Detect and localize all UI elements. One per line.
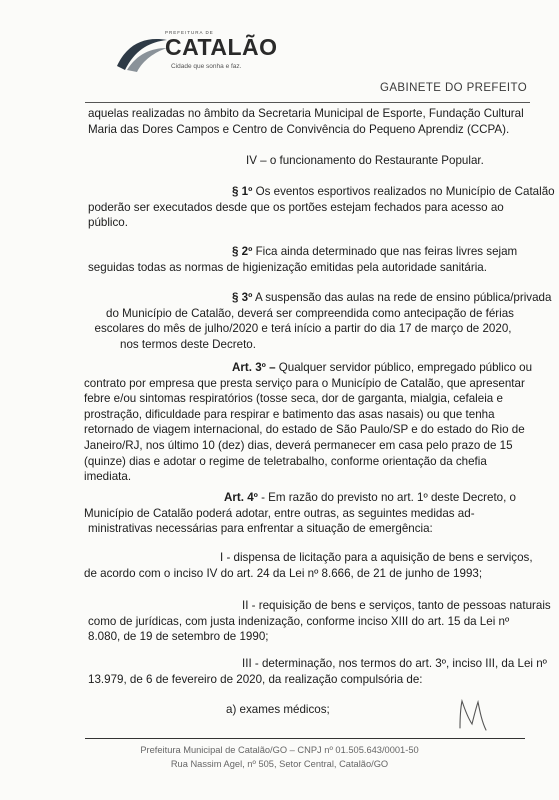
footer-divider [85,738,525,739]
text-line: retornado de viagem internacional, do estado de São Paulo/SP e do estado do Rio de [84,423,525,437]
item-iii [84,656,547,687]
text-line [88,244,517,260]
text-line: poderão ser executados desde que os portões estejam fechados para acesso ao [88,200,504,214]
text-line: III - determinação, nos termos do art. 3º, inciso III, da Lei nº [242,657,547,670]
text-line: contrato por empresa que presta serviço para o Município de Catalão, que apresentar [84,376,525,390]
paragraph-section-3 [88,290,552,352]
header-divider [85,102,530,103]
article-mark: Art. 3º – [232,361,276,374]
paragraph-article-3 [84,360,532,485]
item-a [226,702,330,718]
text-line: 8.080, de 19 de setembro de 1990; [88,630,269,644]
footer-line-1: Prefeitura Municipal de Catalão/GO – CNPJ nº 01.505.643/0001-50 [140,745,419,755]
text-line: imediata. [84,470,132,484]
paragraph-section-1 [88,184,555,231]
text-line: a) exames médicos; [226,703,330,716]
text-line: nos termos deste Decreto. [120,337,256,351]
text-line: prostração, dificuldade para respirar e batimento das asas nasais) ou que tenha [84,407,495,421]
text-line [88,184,555,200]
text-line: de acordo com o inciso IV do art. 24 da Lei nº 8.666, de 21 de junho de 1993; [84,566,483,580]
text-line: 13.979, de 6 de fevereiro de 2020, da realização compulsória de: [88,672,423,686]
text-span: Os eventos esportivos realizados no Município de Catalão [252,185,555,198]
text-line [88,290,552,306]
text-line: (quinze) dias e adotar o regime de teletrabalho, conforme orientação da chefia [84,454,487,468]
text-span: Qualquer servidor público, empregado público ou [275,361,533,374]
item-iv [246,153,484,169]
section-mark: § 2º [232,245,253,258]
logo-subtitle: PREFEITURA DE [165,30,214,35]
text-line: ministrativas necessárias para enfrentar a situação de emergência: [88,522,433,536]
text-span: - Em razão do previsto no art. 1º deste Decreto, o [257,491,517,504]
text-line: febre e/ou sintomas respiratórios (tosse seca, dor de garganta, mialgia, cefaleia e [84,392,503,406]
text-line: aquelas realizadas no âmbito da Secretaria Municipal de Esporte, Fundação Cultural [88,107,524,120]
section-mark: § 3º [232,291,253,304]
text-line: Município de Catalão poderá adotar, entre outras, as seguintes medidas ad- [84,506,475,520]
signature-initials-icon [454,698,494,734]
text-line: do Município de Catalão, deverá ser compreendida como antecipação de férias [106,306,514,320]
logo-swoosh-icon [113,30,169,74]
item-ii [84,598,551,645]
text-line [84,360,532,376]
footer-line-2: Rua Nassim Agel, nº 505, Setor Central, Catalão/GO [170,759,389,769]
text-line: Janeiro/RJ, nos último 10 (dez) dias, deverá permanecer em casa pelo prazo de 15 [84,438,513,452]
paragraph-article-4 [84,490,516,537]
text-line: Maria das Dores Campos e Centro de Convivência do Pequeno Aprendiz (CCPA). [88,122,510,136]
section-mark: § 1º [232,185,253,198]
text-line: escolares do mês de julho/2020 e terá início a partir do dia 17 de março de 2020, [94,322,512,336]
text-line [84,490,516,506]
item-i [84,550,533,581]
office-title: GABINETE DO PREFEITO [380,82,528,94]
text-span: Fica ainda determinado que nas feiras livres sejam [252,245,518,258]
article-mark: Art. 4º [224,491,258,504]
text-line: como de jurídicas, com justa indenização, conforme inciso XIII do art. 15 da Lei nº [88,614,510,628]
logo-name: CATALÃO [165,34,278,60]
text-line: I - dispensa de licitação para a aquisição de bens e serviços, [220,551,533,564]
logo [113,30,293,78]
text-line: público. [88,216,128,230]
text-line: seguidas todas as normas de higienização emitidas pela autoridade sanitária. [88,260,487,274]
text-span: A suspensão das aulas na rede de ensino pública/privada [252,291,552,304]
paragraph-continuation [88,106,524,137]
text-line: IV – o funcionamento do Restaurante Popular. [246,154,484,167]
text-line: II - requisição de bens e serviços, tanto de pessoas naturais [242,599,551,612]
paragraph-section-2 [88,244,517,275]
logo-tagline: Cidade que sonha e faz. [171,63,242,70]
